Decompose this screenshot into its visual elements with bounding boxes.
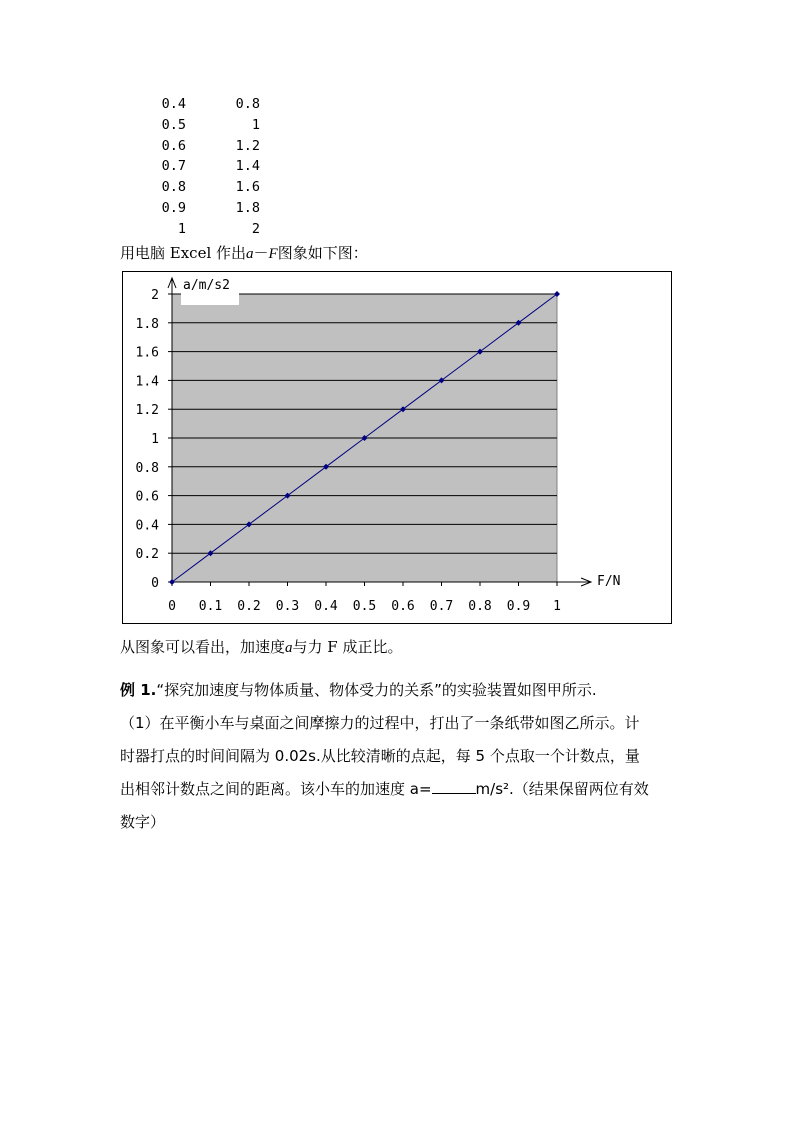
example-block bbox=[120, 674, 680, 839]
x-axis-label: F/N bbox=[597, 574, 621, 589]
table-cell-f: 0.7 bbox=[161, 158, 186, 175]
x-tick-label: 1 bbox=[553, 599, 561, 614]
x-tick-label: 0.4 bbox=[314, 599, 338, 614]
y-tick-label: 1.4 bbox=[135, 374, 159, 390]
intro-var-a: a bbox=[246, 246, 254, 262]
table-row bbox=[150, 179, 280, 200]
conclusion-prefix: 从图象可以看出，加速度 bbox=[120, 638, 286, 656]
table-cell-a: 2 bbox=[251, 220, 260, 237]
table-cell-f: 1 bbox=[177, 220, 186, 237]
table-cell-f: 0.6 bbox=[161, 137, 186, 154]
table-row bbox=[150, 96, 280, 117]
x-tick-label: 0 bbox=[168, 599, 176, 614]
conclusion-suffix: 与力 F 成正比。 bbox=[292, 638, 403, 656]
x-tick-label: 0.6 bbox=[391, 599, 415, 614]
conclusion-var-a: a bbox=[285, 640, 293, 656]
table-cell-a: 1.6 bbox=[235, 179, 260, 196]
example-line-3-post: .（结果保留两位有效 bbox=[509, 780, 649, 798]
table-row bbox=[150, 158, 280, 179]
y-tick-label: 2 bbox=[151, 288, 159, 303]
y-tick-label: 1.6 bbox=[135, 345, 159, 361]
y-tick-label: 0.6 bbox=[135, 489, 159, 505]
example-line-3-pre: 出相邻计数点之间的距离。该小车的加速度 a= bbox=[120, 780, 432, 798]
intro-dash: － bbox=[253, 244, 269, 262]
intro-var-f: F bbox=[268, 246, 278, 262]
example-line-4: 数字） bbox=[120, 813, 166, 831]
y-tick-label: 0.2 bbox=[135, 547, 159, 563]
conclusion-line bbox=[120, 636, 402, 657]
table-cell-a: 1.8 bbox=[235, 199, 260, 216]
y-tick-label: 1.8 bbox=[135, 316, 159, 332]
table-cell-f: 0.8 bbox=[161, 179, 186, 196]
x-tick-label: 0.5 bbox=[352, 599, 377, 614]
example-label: 例 1. bbox=[120, 681, 157, 699]
x-tick-label: 0.9 bbox=[506, 599, 531, 614]
x-tick-label: 0.1 bbox=[198, 599, 223, 614]
y-tick-label: 0 bbox=[151, 576, 159, 591]
y-tick-label: 0.4 bbox=[135, 518, 159, 534]
table-cell-a: 1 bbox=[251, 116, 260, 133]
y-axis-label: a/m/s2 bbox=[183, 278, 230, 293]
table-row bbox=[150, 117, 280, 138]
x-tick-label: 0.3 bbox=[275, 599, 300, 614]
chart-frame bbox=[122, 271, 672, 624]
example-title: “探究加速度与物体质量、物体受力的关系”的实验装置如图甲所示. bbox=[156, 681, 597, 699]
table-cell-f: 0.9 bbox=[161, 199, 186, 216]
table-row bbox=[150, 138, 280, 159]
example-line-3 bbox=[120, 773, 680, 806]
a-f-chart bbox=[123, 272, 673, 625]
table-cell-f: 0.4 bbox=[161, 96, 186, 112]
table-row bbox=[150, 200, 280, 221]
example-unit: m/s² bbox=[475, 780, 510, 798]
intro-line bbox=[120, 242, 368, 263]
data-table bbox=[150, 96, 280, 242]
example-line-2: 时器打点的时间间隔为 0.02s.从比较清晰的点起，每 5 个点取一个计数点，量 bbox=[120, 747, 640, 765]
table-cell-a: 1.2 bbox=[235, 137, 260, 154]
x-tick-label: 0.7 bbox=[429, 599, 454, 614]
table-cell-a: 0.8 bbox=[235, 96, 260, 112]
intro-suffix: 图象如下图： bbox=[277, 244, 368, 262]
x-tick-label: 0.8 bbox=[468, 599, 492, 614]
example-line-1: （1）在平衡小车与桌面之间摩擦力的过程中，打出了一条纸带如图乙所示。计 bbox=[120, 714, 640, 732]
example-title-line bbox=[120, 674, 680, 707]
y-tick-label: 0.8 bbox=[135, 460, 159, 476]
x-tick-label: 0.2 bbox=[237, 599, 261, 614]
table-cell-f: 0.5 bbox=[161, 116, 186, 133]
table-cell-a: 1.4 bbox=[235, 158, 260, 175]
table-row bbox=[150, 221, 280, 242]
y-tick-label: 1.2 bbox=[135, 403, 159, 419]
y-tick-label: 1 bbox=[151, 432, 159, 447]
intro-prefix: 用电脑 Excel 作出 bbox=[120, 244, 247, 262]
answer-blank[interactable] bbox=[432, 778, 476, 794]
